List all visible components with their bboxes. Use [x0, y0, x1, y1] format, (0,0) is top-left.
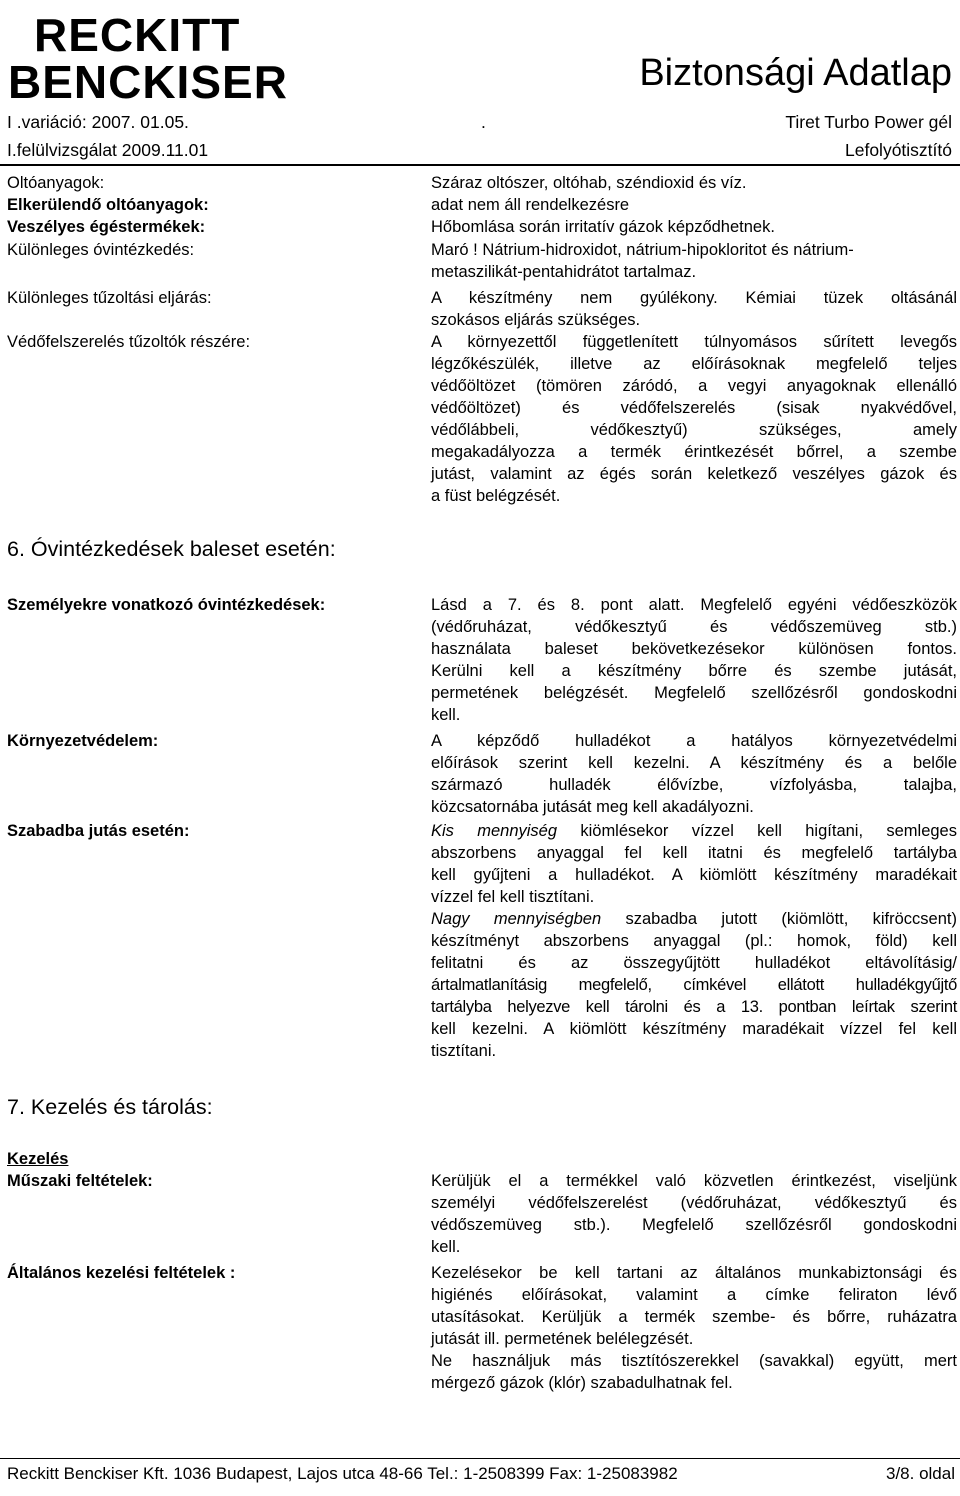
release-large-line: készítményt abszorbens anyaggal (pl.: homok, föld) kell	[431, 932, 957, 950]
logo-text-top: RECKITT	[34, 9, 241, 61]
section-7-title: 7. Kezelés és tárolás:	[7, 1095, 213, 1119]
special-precautions-line: metaszilikát-pentahidrátot tartalmaz.	[431, 263, 697, 281]
firefighter-equipment-line: védőöltözet) és védőfelszerelés (sisak nyakvédővel,	[431, 399, 957, 417]
special-precautions-line: Maró ! Nátrium-hidroxidot, nátrium-hipokloritot és nátrium-	[431, 241, 854, 259]
product-type: Lefolyótisztító	[845, 140, 952, 160]
general-handling-line: Ne használjuk más tisztítószerekkel (savakkal) együtt, mert	[431, 1352, 957, 1370]
general-handling-line: mérgező gázok (klór) szabadulhatnak fel.	[431, 1374, 733, 1392]
value-extinguishing-media: Száraz oltószer, oltóhab, széndioxid és víz.	[431, 174, 747, 192]
company-logo	[6, 6, 296, 104]
variation-date: I .variáció: 2007. 01.05.	[7, 112, 189, 132]
personal-precautions-line: kell.	[431, 706, 461, 724]
general-handling-line: utasításokat. Kerüljük a termék szembe- és bőrre, ruházatra	[431, 1308, 957, 1326]
value-firefighting-procedure	[431, 287, 957, 331]
personal-precautions-line: permetének belégzését. Megfelelő szellőzésről gondoskodni	[431, 684, 957, 702]
environmental-line: származó hulladék élővízbe, vízfolyásba, talajba,	[431, 776, 957, 794]
product-name: Tiret Turbo Power gél	[785, 112, 952, 132]
header-divider	[0, 164, 960, 166]
technical-conditions-line: kell.	[431, 1238, 461, 1256]
release-small-line	[431, 820, 957, 842]
label-environmental: Környezetvédelem:	[7, 732, 159, 750]
footer-divider	[0, 1458, 960, 1459]
revision-date: I.felülvizsgálat 2009.11.01	[7, 140, 209, 160]
label-special-precautions: Különleges óvintézkedés:	[7, 241, 195, 259]
label-hazardous-combustion: Veszélyes égéstermékek:	[7, 218, 206, 236]
environmental-line: előírások szerint kell kezelni. A készítmény és a belőle	[431, 754, 957, 772]
label-unsuitable-media: Elkerülendő oltóanyagok:	[7, 196, 209, 214]
small-quantity-italic: Kis mennyiség	[431, 822, 558, 840]
release-large-line: kell kezelni. A kiömlött készítmény maradékait vízzel fel kell	[431, 1020, 957, 1038]
firefighter-equipment-line: légzőkészülék, illetve az előírásoknak megfelelő teljes	[431, 355, 957, 373]
firefighting-procedure-line: A készítmény nem gyúlékony. Kémiai tüzek oltásánál	[431, 289, 957, 307]
label-technical-conditions: Műszaki feltételek:	[7, 1172, 153, 1190]
value-firefighter-equipment	[431, 331, 957, 507]
environmental-line: A képződő hulladékot a hatályos környezetvédelmi	[431, 732, 957, 750]
firefighter-equipment-line: jutást, valamint az égés során keletkező veszélyes gázok és	[431, 465, 957, 483]
value-release	[431, 820, 957, 1062]
release-small-line: vízzel fel kell tisztítani.	[431, 888, 595, 906]
firefighter-equipment-line: megakadályozza a termék érintkezését bőrrel, a szembe	[431, 443, 957, 461]
value-unsuitable-media: adat nem áll rendelkezésre	[431, 196, 630, 214]
general-handling-line: higiénés előírásokat, valamint a címke feliraton lévő	[431, 1286, 957, 1304]
technical-conditions-line: védőszemüveg stb.). Megfelelő szellőzésről gondoskodni	[431, 1216, 957, 1234]
technical-conditions-line: személyi védőfelszerelést (védőruházat, védőkesztyű és	[431, 1194, 957, 1212]
value-personal-precautions	[431, 594, 957, 726]
section-6-title: 6. Óvintézkedések baleset esetén:	[7, 537, 336, 561]
large-quantity-italic: Nagy mennyiségben	[431, 910, 602, 928]
large-quantity-rest: szabadba jutott (kiömlött, kifröccsent)	[601, 910, 957, 928]
value-special-precautions	[431, 239, 957, 283]
firefighter-equipment-line: védőöltözet (tömören záródó, a vegyi anyagoknak ellenálló	[431, 377, 957, 395]
small-quantity-rest: kiömlésekor vízzel kell higítani, semleges	[557, 822, 957, 840]
release-large-line: felitatni és az összegyűjtött hulladékot eltávolításig/	[431, 954, 957, 972]
personal-precautions-line: Kerülni kell a készítmény bőrre és szembe jutását,	[431, 662, 957, 680]
header-separator-dot: .	[481, 112, 486, 132]
release-large-line: ártalmatlanításig megfelelő, címkével ellátott hulladékgyűjtő	[431, 976, 957, 994]
footer-page-number: 3/8. oldal	[886, 1464, 955, 1483]
personal-precautions-line: (védőruházat, védőkesztyű és védőszemüveg stb.)	[431, 618, 957, 636]
release-large-line	[431, 908, 957, 930]
value-general-handling	[431, 1262, 957, 1394]
release-small-line: abszorbens anyaggal fel kell itatni és megfelelő tartályba	[431, 844, 957, 862]
label-personal-precautions: Személyekre vonatkozó óvintézkedések:	[7, 596, 326, 614]
label-release: Szabadba jutás esetén:	[7, 822, 190, 840]
firefighter-equipment-line: A környezettől függetlenített túlnyomásos sűrített levegős	[431, 333, 957, 351]
general-handling-line: jutását ill. permetének belélegzését.	[431, 1330, 694, 1348]
label-firefighter-equipment: Védőfelszerelés tűzoltók részére:	[7, 333, 251, 351]
general-handling-line: Kezelésekor be kell tartani az általános munkabiztonsági és	[431, 1264, 957, 1282]
firefighter-equipment-line: védőlábbeli, védőkesztyű) szükséges, amely	[431, 421, 957, 439]
document-title: Biztonsági Adatlap	[639, 52, 952, 94]
firefighter-equipment-line: a füst belégzését.	[431, 487, 561, 505]
label-firefighting-procedure: Különleges tűzoltási eljárás:	[7, 289, 212, 307]
label-extinguishing-media: Oltóanyagok:	[7, 174, 105, 192]
personal-precautions-line: Lásd a 7. és 8. pont alatt. Megfelelő egyéni védőeszközök	[431, 596, 957, 614]
subheading-handling: Kezelés	[7, 1150, 69, 1168]
firefighting-procedure-line: szokásos eljárás szükséges.	[431, 311, 641, 329]
personal-precautions-line: használata baleset bekövetkezésekor különösen fontos.	[431, 640, 957, 658]
release-large-line: tisztítani.	[431, 1042, 497, 1060]
footer-company: Reckitt Benckiser Kft. 1036 Budapest, Lajos utca 48-66 Tel.: 1-2508399 Fax: 1-25083982	[7, 1464, 678, 1483]
value-technical-conditions	[431, 1170, 957, 1258]
label-general-handling: Általános kezelési feltételek :	[7, 1264, 236, 1282]
logo-text-bottom: BENCKISER	[8, 56, 288, 104]
technical-conditions-line: Kerüljük el a termékkel való közvetlen érintkezést, viseljünk	[431, 1172, 957, 1190]
environmental-line: közcsatornába jutását meg kell akadályozni.	[431, 798, 754, 816]
release-large-line: tartályba helyezve kell tárolni és a 13. pontban leírtak szerint	[431, 998, 957, 1016]
value-environmental	[431, 730, 957, 818]
value-hazardous-combustion: Hőbomlása során irritatív gázok képződhetnek.	[431, 218, 775, 236]
page-footer	[7, 1464, 955, 1484]
release-small-line: kell gyűjteni a hulladékot. A kiömlött készítmény maradékait	[431, 866, 957, 884]
